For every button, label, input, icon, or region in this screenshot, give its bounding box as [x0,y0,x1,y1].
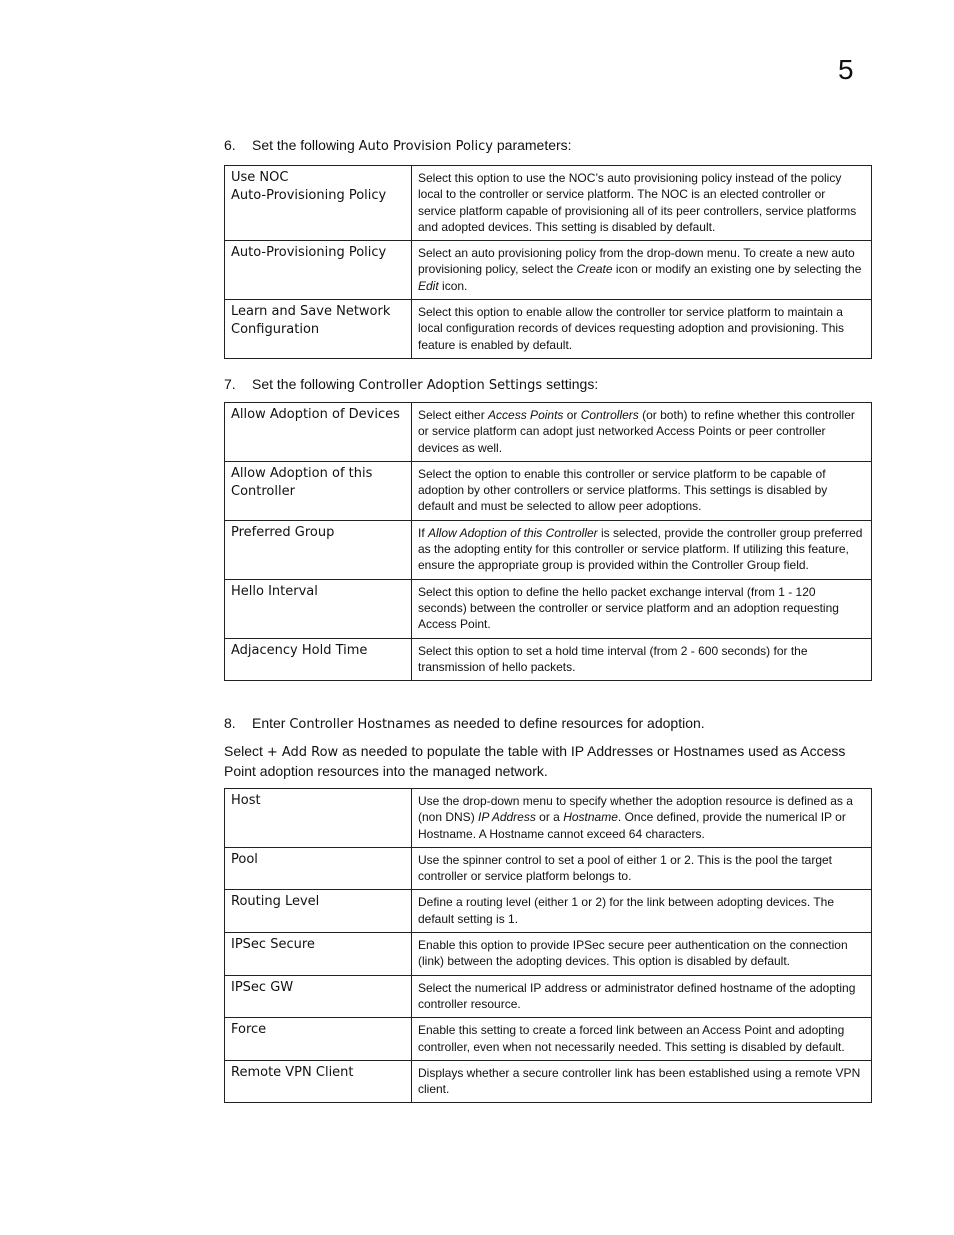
parameter-description: Select this option to use the NOC’s auto provisioning policy instead of the policy local to the controller or service platform. The NOC is an elected controller or service platform capable of provisioning all of its peer controllers, service platforms and adopted devices. This setting is disabled by default. [412,166,872,241]
para-suffix: as needed to populate the table with IP Addresses or Hostnames used as Access Point adoption resources into the managed network. [224,743,846,779]
step-8 [224,714,705,734]
step-7 [224,375,598,395]
parameter-description: Select this option to define the hello packet exchange interval (from 1 - 120 seconds) between the controller or service platform and an adoption requesting Access Point. [412,579,872,638]
chapter-number: 5 [838,54,854,85]
parameter-description: Select the option to enable this controller or service platform to be capable of adoption by other controllers or service platforms. This settings is disabled by default and must be selected to allow peer adoptions. [412,461,872,520]
parameter-name: Use NOC Auto-Provisioning Policy [225,166,412,241]
para-prefix: Select [224,743,267,759]
table-row [225,241,872,300]
table-row [225,300,872,359]
parameter-description: Select this option to set a hold time interval (from 2 - 600 seconds) for the transmission of hello packets. [412,638,872,681]
table-row [225,890,872,933]
step-text-prefix: Enter [252,715,290,731]
parameter-name: Pool [225,847,412,890]
controller-hostnames-table [224,788,872,1103]
parameter-name: Hello Interval [225,579,412,638]
table-row [225,1018,872,1061]
parameter-name: Host [225,789,412,848]
table-row [225,933,872,976]
parameter-description: Select either Access Points or Controllers (or both) to refine whether this controller or service platform can adopt just networked Access Points or peer controller devices as well. [412,403,872,462]
parameter-name: Adjacency Hold Time [225,638,412,681]
parameter-description: Select the numerical IP address or administrator defined hostname of the adopting controller resource. [412,975,872,1018]
parameter-description: Select this option to enable allow the controller tor service platform to maintain a local configuration records of devices requesting adoption and provisioning. This feature is enabled by default. [412,300,872,359]
parameter-description: Displays whether a secure controller link has been established using a remote VPN client. [412,1060,872,1103]
parameter-description: Use the spinner control to set a pool of either 1 or 2. This is the pool the target controller or service platform belongs to. [412,847,872,890]
table-row [225,789,872,848]
table-row [225,166,872,241]
parameter-description: Enable this setting to create a forced link between an Access Point and adopting controller, even when not necessarily needed. This setting is disabled by default. [412,1018,872,1061]
step-text-bold: Controller Adoption Settings [358,378,543,393]
parameter-description: Enable this option to provide IPSec secure peer authentication on the connection (link) between the adopting devices. This option is disabled by default. [412,933,872,976]
parameter-description: Use the drop-down menu to specify whether the adoption resource is defined as a (non DNS) IP Address or a Hostname. Once defined, provide the numerical IP or Hostname. A Hostname cannot exceed 64 characters. [412,789,872,848]
parameter-name: Allow Adoption of this Controller [225,461,412,520]
auto-provision-policy-table [224,165,872,359]
table-row [225,403,872,462]
table-row [225,638,872,681]
parameter-name: IPSec Secure [225,933,412,976]
step-text-suffix: settings: [542,376,599,392]
step-text-bold: Auto Provision Policy [358,139,493,154]
add-row-paragraph [224,742,874,780]
step-text-suffix: parameters: [492,137,572,153]
table-row [225,520,872,579]
step-text-prefix: Set the following [252,137,359,153]
parameter-name: Auto-Provisioning Policy [225,241,412,300]
table-row [225,461,872,520]
parameter-description: Select an auto provisioning policy from the drop-down menu. To create a new auto provisioning policy, select the Create icon or modify an existing one by selecting the Edit icon. [412,241,872,300]
parameter-name: IPSec GW [225,975,412,1018]
controller-adoption-settings-table [224,402,872,681]
table-row [225,975,872,1018]
parameter-name: Force [225,1018,412,1061]
parameter-name: Preferred Group [225,520,412,579]
step-number: 7. [224,376,236,392]
parameter-description: Define a routing level (either 1 or 2) for the link between adopting devices. The default setting is 1. [412,890,872,933]
parameter-name: Routing Level [225,890,412,933]
table-row [225,847,872,890]
parameter-description: If Allow Adoption of this Controller is selected, provide the controller group preferred as the adopting entity for this controller or service platform. If utilizing this feature, ensure the appropriate group is provided within the Controller Group field. [412,520,872,579]
parameter-name: Allow Adoption of Devices [225,403,412,462]
step-number: 6. [224,137,236,153]
step-number: 8. [224,715,236,731]
step-text-suffix: as needed to define resources for adoption. [430,715,705,731]
step-text-bold: Controller Hostnames [289,717,431,732]
parameter-name: Remote VPN Client [225,1060,412,1103]
step-6 [224,136,572,156]
parameter-name: Learn and Save Network Configuration [225,300,412,359]
table-row [225,1060,872,1103]
step-text-prefix: Set the following [252,376,359,392]
para-bold: + Add Row [266,745,339,760]
table-row [225,579,872,638]
